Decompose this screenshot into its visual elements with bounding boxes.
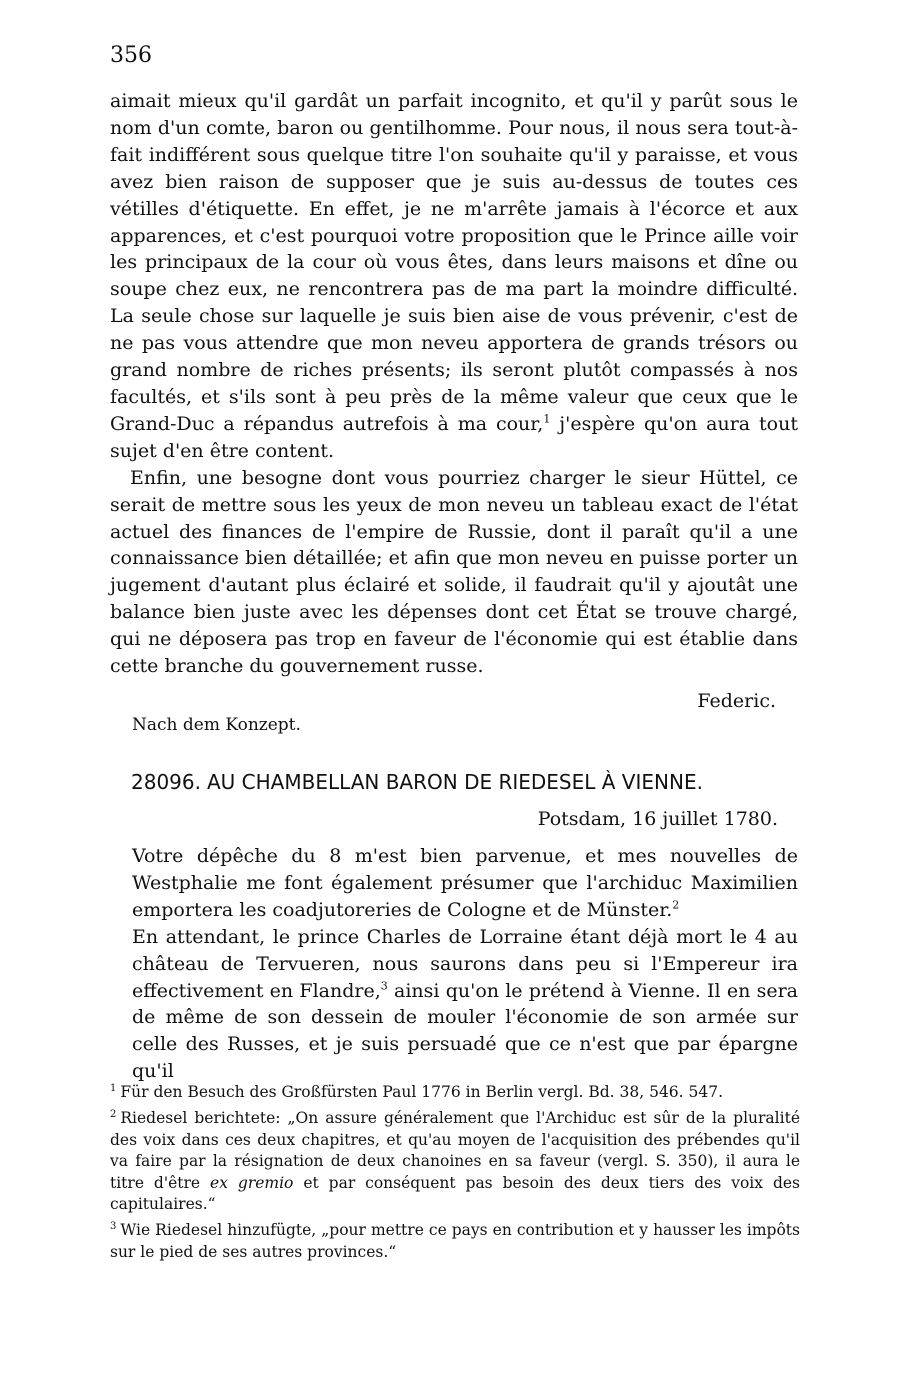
letter-paragraph-2-text: En attendant, le prince Charles de Lorraine étant déjà mort le 4 au château de Tervueren, nous saurons dans peu si l'Empereur ira effectivement en Flandre, xyxy=(132,925,798,1002)
footnote-3-text: Wie Riedesel hinzufügte, „pour mettre ce pays en contribution et y hausser les impôts sur le pied de ses autres provinces.“ xyxy=(110,1221,800,1261)
letter-title: AU CHAMBELLAN BARON DE RIEDESEL À VIENNE. xyxy=(206,770,703,794)
footnote-3-number: 3 xyxy=(110,1220,117,1232)
signature: Federic. xyxy=(697,690,776,712)
footnote-2-text: Riedesel berichtete: „On assure généralement que l'Archiduc est sûr de la pluralité des voix dans ces deux chapitres, et qu'au moyen de l'acquisition des prébendes qu'il va faire par la résignation de deux chanoines en sa faveur (vergl. S. 350), il aura le titre d'être xyxy=(110,1108,800,1192)
footnote-2-tail: et par conséquent pas besoin des deux tiers des voix des capitulaires.“ xyxy=(110,1173,800,1214)
footnote-ref-3: 3 xyxy=(380,979,388,993)
dateline: Potsdam, 16 juillet 1780. xyxy=(537,808,778,830)
footnote-2-italic: ex gremio xyxy=(210,1173,294,1192)
footnotes xyxy=(110,1078,800,1263)
footnote-1-text: Für den Besuch des Großfürsten Paul 1776 in Berlin vergl. Bd. 38, 546. 547. xyxy=(120,1083,724,1102)
letter-paragraph-1 xyxy=(132,843,798,924)
footnote-1-number: 1 xyxy=(110,1083,117,1094)
source-note: Nach dem Konzept. xyxy=(132,715,301,735)
paragraph-2: Enfin, une besogne dont vous pourriez charger le sieur Hüttel, ce serait de mettre sous les yeux de mon neveu un tableau exact de l'état actuel des finances de l'empire de Russie, dont il paraît qu'il a une connaissance bien détaillée; et afin que mon neveu en puisse porter un jugement d'autant plus éclairé et solide, il faudrait qu'il y ajoutât une balance bien juste avec les dépenses dont cet État se trouve chargé, qui ne déposera pas trop en faveur de l'économie qui est établie dans cette branche du gouvernement russe. xyxy=(110,466,798,678)
letter-continuation xyxy=(110,88,798,680)
letter-body xyxy=(132,843,798,1085)
footnote-ref-2: 2 xyxy=(672,898,680,912)
footnote-ref-1: 1 xyxy=(543,412,551,426)
footnote-3 xyxy=(110,1216,800,1263)
letter-paragraph-1-text: Votre dépêche du 8 m'est bien parvenue, et mes nouvelles de Westphalie me font également présumer que l'archiduc Maximilien emportera les coadjutoreries de Cologne et de Münster. xyxy=(132,845,798,921)
paragraph-1 xyxy=(110,88,798,465)
letter-paragraph-2 xyxy=(132,924,798,1085)
paragraph-1-tail: j'espère qu'on aura tout sujet d'en être content. xyxy=(110,412,798,462)
paragraph-1-text: aimait mieux qu'il gardât un parfait incognito, et qu'il y parût sous le nom d'un comte, baron ou gentilhomme. Pour nous, il nous sera tout-à-fait indifférent sous quelque titre l'on souhaite qu'il y paraisse, et vous avez bien raison de supposer que je suis au-dessus de toutes ces vétilles d'étiquette. En effet, je ne m'arrête jamais à l'écorce et aux apparences, et c'est pourquoi votre proposition que le Prince aille voir les principaux de la cour où vous êtes, dans leurs maisons et dîne ou soupe chez eux, ne rencontrera pas de ma part la moindre difficulté. La seule chose sur laquelle je suis bien aise de vous prévenir, c'est de ne pas vous attendre que mon neveu apportera de grands trésors ou grand nombre de riches présents; ils seront plutôt compassés à nos facultés, et s'ils sont à peu près de la même valeur que ceux que le Grand-Duc a répandus autrefois à ma cour, xyxy=(110,90,798,435)
letter-number: 28096. xyxy=(131,770,201,794)
letter-paragraph-2-tail: ainsi qu'on le prétend à Vienne. Il en sera de même de son dessein de mouler l'économie de son armée sur celle des Russes, et je suis persuadé que ce n'est que par épargne qu'il xyxy=(132,979,798,1083)
letter-heading xyxy=(131,768,703,796)
footnote-2 xyxy=(110,1104,800,1216)
page-number: 356 xyxy=(110,43,152,68)
footnote-2-number: 2 xyxy=(110,1108,117,1120)
footnote-1 xyxy=(110,1078,800,1104)
